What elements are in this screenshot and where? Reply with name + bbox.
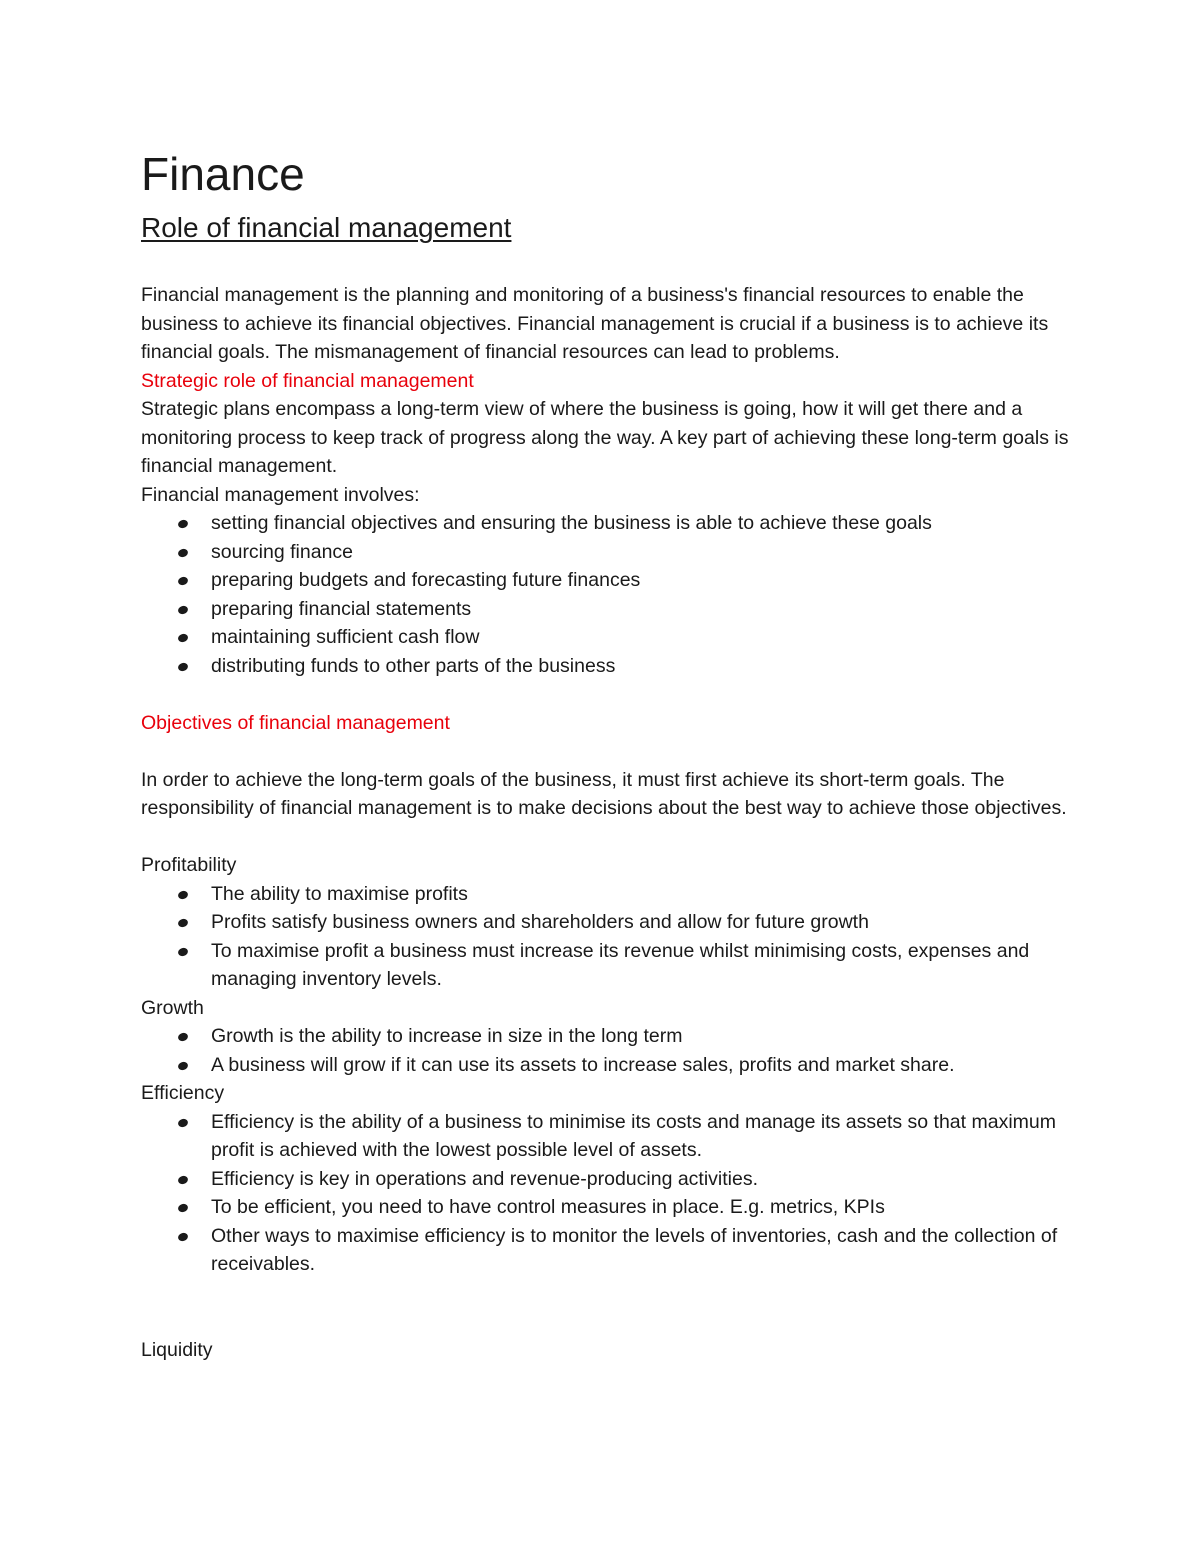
list-item-text: distributing funds to other parts of the business: [211, 654, 616, 677]
section-title-role: Role of financial management: [141, 212, 512, 243]
list-item-text: A business will grow if it can use its assets to increase sales, profits and market share.: [211, 1053, 955, 1076]
bullet-icon: [177, 661, 189, 672]
list-item: [141, 1051, 1081, 1080]
list-item-text: To maximise profit a business must increase its revenue whilst minimising costs, expenses and managing inventory levels.: [211, 939, 1030, 990]
list-item-text: sourcing finance: [211, 540, 354, 563]
bullet-icon: [177, 1203, 189, 1214]
list-item-text: setting financial objectives and ensuring the business is able to achieve these goals: [211, 512, 932, 534]
spacer: [141, 737, 1081, 766]
intro-paragraph: Financial management is the planning and monitoring of a business's financial resources to enable the business to achieve its financial objectives. Financial management is crucial if a business is to achieve its financial goals. The mismanagement of financial resources can lead to problems.: [141, 284, 1049, 363]
growth-label: Growth: [141, 996, 204, 1019]
bullet-icon: [177, 1060, 189, 1071]
bullet-icon: [177, 604, 189, 615]
spacer: [141, 823, 1081, 852]
liquidity-label: Liquidity: [141, 1338, 213, 1361]
list-item: [141, 1222, 1081, 1279]
bullet-icon: [177, 918, 189, 929]
efficiency-label: Efficiency: [141, 1082, 225, 1104]
list-item-text: To be efficient, you need to have control measures in place. E.g. metrics, KPIs: [211, 1196, 885, 1218]
list-item: [141, 509, 1081, 538]
bullet-icon: [177, 946, 189, 957]
list-item: [141, 1108, 1081, 1165]
list-item-text: The ability to maximise profits: [211, 882, 468, 905]
list-item-text: Other ways to maximise efficiency is to monitor the levels of inventories, cash and the collection of receivables.: [211, 1224, 1058, 1275]
list-item: [141, 1165, 1081, 1194]
strategic-heading: Strategic role of financial management: [141, 369, 474, 392]
bullet-icon: [177, 576, 189, 587]
list-item: [141, 566, 1081, 595]
list-item-text: preparing financial statements: [211, 597, 472, 620]
bullet-icon: [177, 889, 189, 900]
objectives-paragraph: In order to achieve the long-term goals of the business, it must first achieve its short-term goals. The responsibility of financial management is to make decisions about the best way to achieve those objectives.: [141, 768, 1067, 819]
growth-list: [141, 1022, 1081, 1079]
list-item-text: Growth is the ability to increase in size in the long term: [211, 1025, 683, 1047]
list-item-text: maintaining sufficient cash flow: [211, 626, 480, 648]
bullet-icon: [177, 547, 189, 558]
document-title: Finance: [141, 148, 305, 200]
strategic-paragraph: Strategic plans encompass a long-term view of where the business is going, how it will get there and a monitoring process to keep track of progress along the way. A key part of achieving these long-term goals is financial management.: [141, 398, 1069, 477]
involves-list: [141, 509, 1081, 680]
list-item: [141, 880, 1081, 909]
list-item: [141, 538, 1081, 567]
list-item: [141, 908, 1081, 937]
spacer: [141, 680, 1081, 709]
document-page: [141, 142, 1081, 1364]
list-item: [141, 1193, 1081, 1222]
spacer: [141, 1307, 1081, 1336]
list-item: [141, 623, 1081, 652]
list-item: [141, 1022, 1081, 1051]
efficiency-list: [141, 1108, 1081, 1279]
list-item-text: Efficiency is the ability of a business to minimise its costs and manage its assets so that maximum profit is achieved with the lowest possible level of assets.: [211, 1110, 1056, 1161]
spacer: [141, 1279, 1081, 1308]
list-item-text: preparing budgets and forecasting future finances: [211, 569, 641, 591]
profitability-list: [141, 880, 1081, 994]
list-item: [141, 652, 1081, 681]
bullet-icon: [177, 633, 189, 644]
bullet-icon: [177, 1117, 189, 1128]
objectives-heading: Objectives of financial management: [141, 711, 450, 734]
list-item-text: Efficiency is key in operations and revenue-producing activities.: [211, 1167, 759, 1190]
bullet-icon: [177, 1032, 189, 1043]
list-item-text: Profits satisfy business owners and shareholders and allow for future growth: [211, 911, 869, 933]
bullet-icon: [177, 1174, 189, 1185]
bullet-icon: [177, 1231, 189, 1242]
bullet-icon: [177, 519, 189, 530]
list-item: [141, 595, 1081, 624]
list-item: [141, 937, 1081, 994]
profitability-label: Profitability: [141, 854, 237, 876]
involves-label: Financial management involves:: [141, 483, 420, 506]
